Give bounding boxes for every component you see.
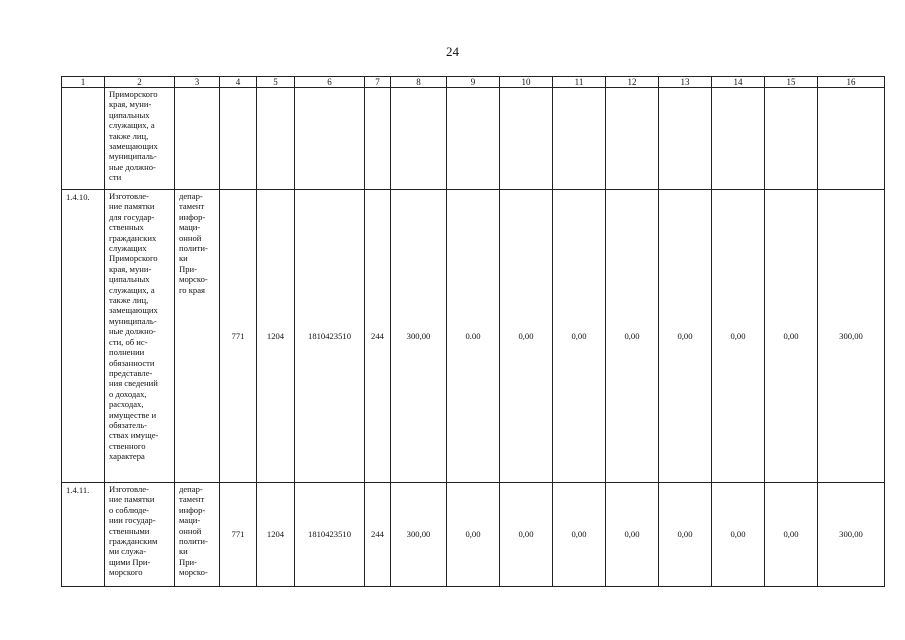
item-description: Изготовле- ние памятки для государ- ственных гражданских служащих Приморского края, муни- ципальных служащих, а также лиц, замещающих муниципаль- ные должно- сти, об ис- полнении обязанности представле- ния сведений о доходах, расходах, имуществе и обязатель- ствах имуще- ственного характера bbox=[105, 190, 175, 483]
amount-cell: 0,00 bbox=[500, 190, 553, 483]
amount-cell: 0,00 bbox=[659, 190, 712, 483]
amount-cell: 0,00 bbox=[765, 190, 818, 483]
column-header: 2 bbox=[105, 77, 175, 88]
column-header: 16 bbox=[818, 77, 885, 88]
item-number bbox=[62, 88, 105, 190]
column-header: 1 bbox=[62, 77, 105, 88]
amount-cell bbox=[500, 88, 553, 190]
amount-cell: 0,00 bbox=[553, 190, 606, 483]
column-header: 8 bbox=[391, 77, 447, 88]
grbs-code: 771 bbox=[220, 190, 257, 483]
amount-cell bbox=[391, 88, 447, 190]
table-row bbox=[62, 88, 885, 190]
column-header: 6 bbox=[295, 77, 365, 88]
column-header: 15 bbox=[765, 77, 818, 88]
section-code bbox=[257, 88, 295, 190]
amount-cell: 0,00 bbox=[712, 483, 765, 587]
expense-type-code: 244 bbox=[365, 190, 391, 483]
item-description: Изготовле- ние памятки о соблюде- нии государ- ственными гражданским ми служа- щими При- морского bbox=[105, 483, 175, 587]
expense-type-code bbox=[365, 88, 391, 190]
column-header: 14 bbox=[712, 77, 765, 88]
section-code: 1204 bbox=[257, 190, 295, 483]
amount-cell: 0,00 bbox=[659, 483, 712, 587]
column-header: 13 bbox=[659, 77, 712, 88]
total-cell: 300,00 bbox=[818, 190, 885, 483]
column-number-row bbox=[62, 77, 885, 88]
item-number: 1.4.10. bbox=[62, 190, 105, 483]
amount-cell: 0,00 bbox=[765, 483, 818, 587]
amount-cell: 0,00 bbox=[606, 483, 659, 587]
amount-cell bbox=[606, 88, 659, 190]
amount-cell: 0,00 bbox=[712, 190, 765, 483]
amount-cell bbox=[712, 88, 765, 190]
table-row bbox=[62, 483, 885, 587]
item-executor: депар- тамент инфор- маци- онной полити- ки При- морско- bbox=[175, 483, 220, 587]
column-header: 4 bbox=[220, 77, 257, 88]
amount-cell bbox=[447, 88, 500, 190]
column-header: 3 bbox=[175, 77, 220, 88]
section-code: 1204 bbox=[257, 483, 295, 587]
amount-cell: 0,00 bbox=[553, 483, 606, 587]
item-number: 1.4.11. bbox=[62, 483, 105, 587]
column-header: 7 bbox=[365, 77, 391, 88]
amount-cell: 0,00 bbox=[606, 190, 659, 483]
grbs-code: 771 bbox=[220, 483, 257, 587]
amount-cell bbox=[553, 88, 606, 190]
column-header: 11 bbox=[553, 77, 606, 88]
item-description: Приморского края, муни- ципальных служащих, а также лиц, замещающих муниципаль- ные должно- сти bbox=[105, 88, 175, 190]
column-header: 5 bbox=[257, 77, 295, 88]
amount-cell: 300,00 bbox=[391, 483, 447, 587]
target-article-code: 1810423510 bbox=[295, 190, 365, 483]
table-row bbox=[62, 190, 885, 483]
amount-cell: 0,00 bbox=[447, 483, 500, 587]
amount-cell bbox=[659, 88, 712, 190]
amount-cell: 0,00 bbox=[500, 483, 553, 587]
item-executor bbox=[175, 88, 220, 190]
amount-cell: 0.00 bbox=[447, 190, 500, 483]
page-number: 24 bbox=[446, 44, 459, 59]
total-cell: 300,00 bbox=[818, 483, 885, 587]
target-article-code: 1810423510 bbox=[295, 483, 365, 587]
total-cell bbox=[818, 88, 885, 190]
column-header: 10 bbox=[500, 77, 553, 88]
column-header: 9 bbox=[447, 77, 500, 88]
column-header: 12 bbox=[606, 77, 659, 88]
expense-type-code: 244 bbox=[365, 483, 391, 587]
budget-table bbox=[61, 76, 885, 587]
grbs-code bbox=[220, 88, 257, 190]
amount-cell bbox=[765, 88, 818, 190]
item-executor: депар- тамент инфор- маци- онной полити- ки При- морско- го края bbox=[175, 190, 220, 483]
amount-cell: 300,00 bbox=[391, 190, 447, 483]
target-article-code bbox=[295, 88, 365, 190]
